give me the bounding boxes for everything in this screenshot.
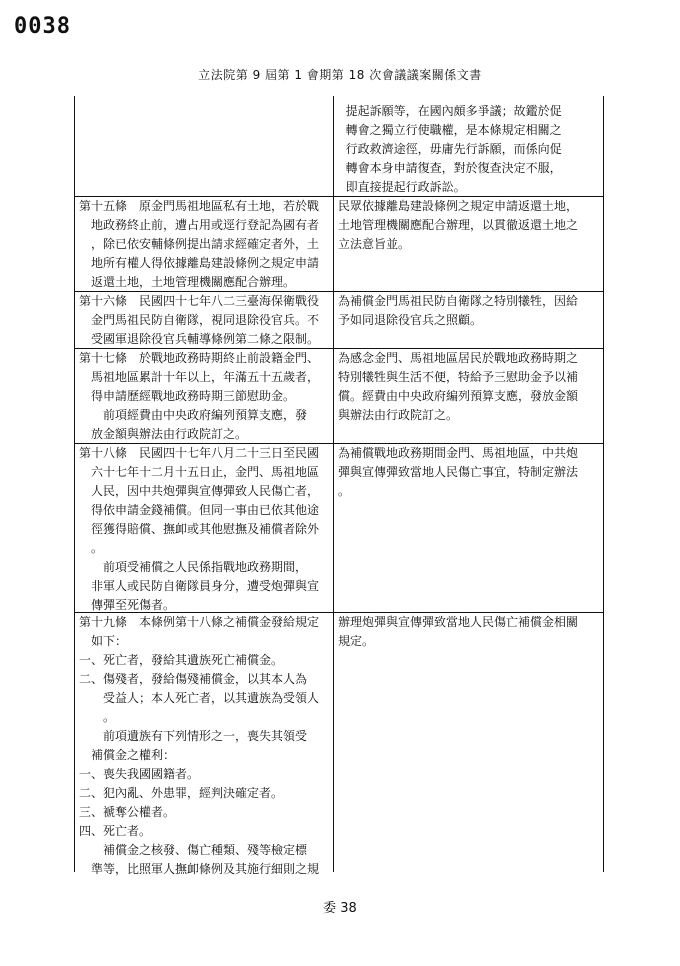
table-row-3-article: 第十七條 於戰地政務時期終止前設籍金門、 馬祖地區累計十年以上，年滿五十五歲者， 得申請歷經戰地政務時期三節慰助金。 前項經費由中央政府編列預算支應，發 放金額與辦法由行政院訂之。 [79,351,320,441]
page-footer: 委 38 [323,901,357,916]
table-row-0-explanation: 提起訴願等，在國內頗多爭議；故鑑於促 轉會之獨立行使職權，是本條規定相關之 行政救濟途徑，毋庸先行訴願，而係向促 轉會本身申請復查，對於復查決定不服， 即直接提起行政訴訟。 [345,104,562,194]
table-row-1-article: 第十五條 原金門馬祖地區私有土地，若於戰 地政務終止前，遭占用或逕行登記為國有者 ，除已依安輔條例提出請求經確定者外，土 地所有權人得依據離島建設條例之規定申請 返還土地，土地管理機關應配合辦理。 [79,199,320,289]
document-header: 立法院第 9 屆第 1 會期第 18 次會議議案關係文書 [198,68,482,82]
table-row-3-explanation: 為感念金門、馬祖地區居民於戰地政務時期之 特別犧牲與生活不便，特給予三慰助金予以補 償。經費由中央政府編列預算支應，發放金額 與辦法由行政院訂之。 [338,351,579,422]
page-number-stamp: 0038 [14,14,71,39]
table-row-4-article: 第十八條 民國四十七年八月二十三日至民國 六十七年十二月十五日止，金門、馬祖地區 人民，因中共炮彈與宣傳彈致人民傷亡者， 得依申請金錢補償。但同一事由已依其他途 徑獲得賠償、撫卹或其他慰撫及補償者除外 。 前項受補償之人民係指戰地政務期間， 非軍人或民防自衛隊員身分，遭受炮彈與宣 傳彈至死傷者。 [79,446,320,612]
table-row-2-explanation: 為補償金門馬祖民防自衛隊之特別犧牲，因給 予如同退除役官兵之照顧。 [338,294,579,327]
table-row-5-article: 第十九條 本條例第十八條之補償金發給規定 如下： 一、死亡者，發給其遺族死亡補償金。 二、傷殘者，發給傷殘補償金，以其本人為 受益人；本人死亡者，以其遺族為受領人 。 前項遺族有下列情形之一，喪失其領受 補償金之權利： 一、喪失我國國籍者。 二、犯內亂、外患罪，經判決確定者。 三、褫奪公權者。 四、死亡者。 補償金之核發、傷亡種類、殘等檢定標 準等，比照軍人撫卹條例及其施行細則之規 [79,615,320,876]
table-row-4-explanation: 為補償戰地政務期間金門、馬祖地區，中共炮 彈與宣傳彈致當地人民傷亡事宜，特制定辦法 。 [338,446,579,498]
table-row-5-explanation: 辦理炮彈與宣傳彈致當地人民傷亡補償金相關 規定。 [338,615,579,648]
articles-table [74,96,604,876]
table-row-2-article: 第十六條 民國四十七年八二三臺海保衛戰役 金門馬祖民防自衛隊，視同退除役官兵。不 受國軍退除役官兵輔導條例第二條之限制。 [79,294,320,346]
column-divider [333,96,334,872]
table-row-1-explanation: 民眾依據離島建設條例之規定申請返還土地， 土地管理機關應配合辦理，以貫徹返還土地之 立法意旨並。 [338,199,579,251]
